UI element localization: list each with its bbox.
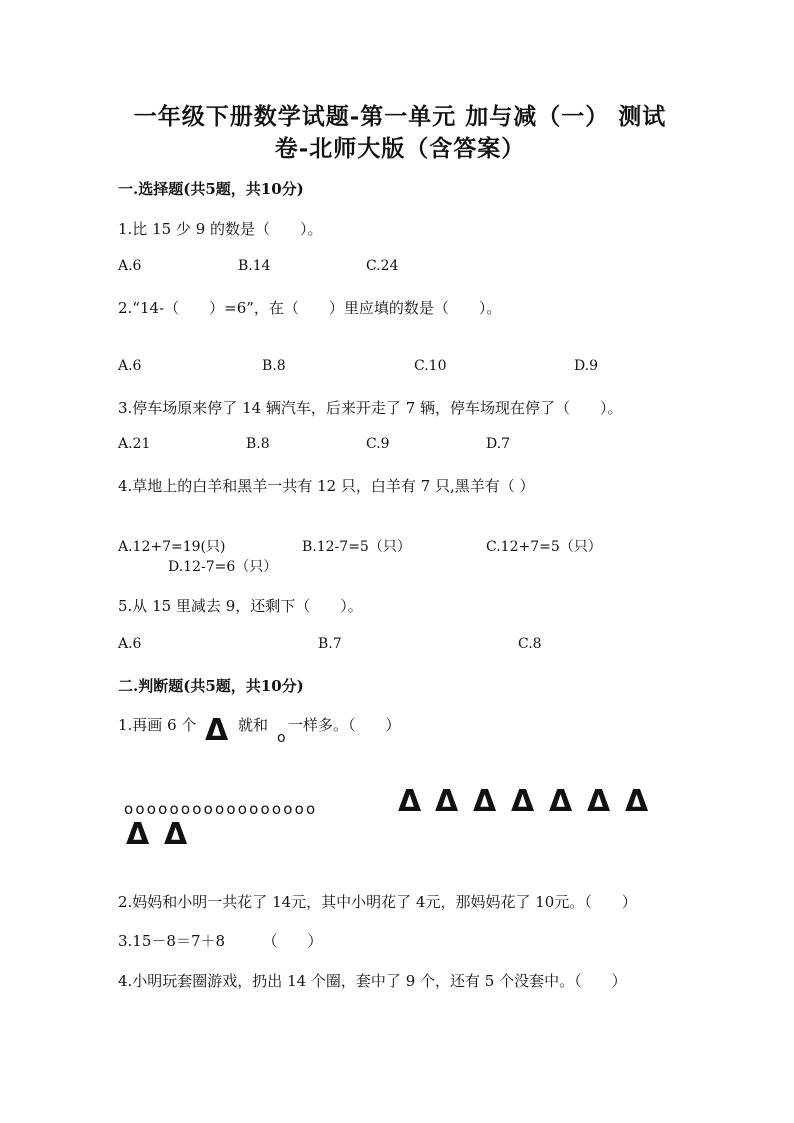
section-choice-heading: 一.选择题(共5题，共10分) [118,180,304,198]
judge-1-suffix: 一样多。（ ） [288,716,401,734]
q5-option-c: C.8 [518,636,542,652]
question-3: 3.停车场原来停了 14 辆汽车，后来开走了 7 辆，停车场现在停了（ ）。 [118,399,623,417]
triangle-icon: Δ [625,784,649,819]
judge-1-prefix: 1.再画 6 个 [118,716,197,734]
question-2: 2.“14-（ ）=6”，在（ ）里应填的数是（ ）。 [118,299,502,317]
q4-option-b: B.12-7=5（只） [302,539,411,555]
q3-option-c: C.9 [366,436,390,452]
circle-icon: o [277,730,286,746]
circle-row: ooooooooooooooooo [124,800,318,818]
q4-option-c: C.12+7=5（只） [486,539,602,555]
q2-option-a: A.6 [118,358,142,374]
q1-option-b: B.14 [238,258,271,274]
question-1: 1.比 15 少 9 的数是（ ）。 [118,220,323,238]
q4-option-a: A.12+7=19(只) [118,539,226,555]
judge-2: 2.妈妈和小明一共花了 14元，其中小明花了 4元，那妈妈花了 10元。（ ） [118,893,637,911]
judge-1-mid: 就和 [238,716,269,734]
triangle-icon: Δ [398,784,422,819]
q2-option-d: D.9 [574,358,599,374]
triangle-icon: Δ [435,784,459,819]
q2-option-c: C.10 [414,358,447,374]
triangle-icon: Δ [587,784,611,819]
q3-option-d: D.7 [486,436,511,452]
question-4: 4.草地上的白羊和黑羊一共有 12 只，白羊有 7 只,黑羊有（ ） [118,477,535,495]
q3-option-b: B.8 [246,436,270,452]
judge-4: 4.小明玩套圈游戏，扔出 14 个圈，套中了 9 个，还有 5 个没套中。（ ） [118,972,627,990]
q1-option-a: A.6 [118,258,142,274]
q2-option-b: B.8 [262,358,286,374]
triangle-icon: Δ [205,713,229,748]
question-5: 5.从 15 里减去 9，还剩下（ ）。 [118,597,363,615]
section-judge-heading: 二.判断题(共5题，共10分) [118,677,304,695]
q3-option-a: A.21 [118,436,151,452]
title-line-1: 一年级下册数学试题-第一单元 加与减（一） 测试 [133,103,667,130]
q4-option-d: D.12-7=6（只） [168,559,278,575]
triangle-icon: Δ [473,784,497,819]
triangle-icon: Δ [549,784,573,819]
q5-option-a: A.6 [118,636,142,652]
q5-option-b: B.7 [318,636,342,652]
q1-option-c: C.24 [366,258,399,274]
triangle-icon: Δ [164,817,188,852]
triangle-icon: Δ [511,784,535,819]
judge-3: 3.15－8＝7＋8 （ ） [118,932,323,950]
triangle-icon: Δ [126,817,150,852]
title-line-2: 卷-北师大版（含答案） [274,135,526,162]
